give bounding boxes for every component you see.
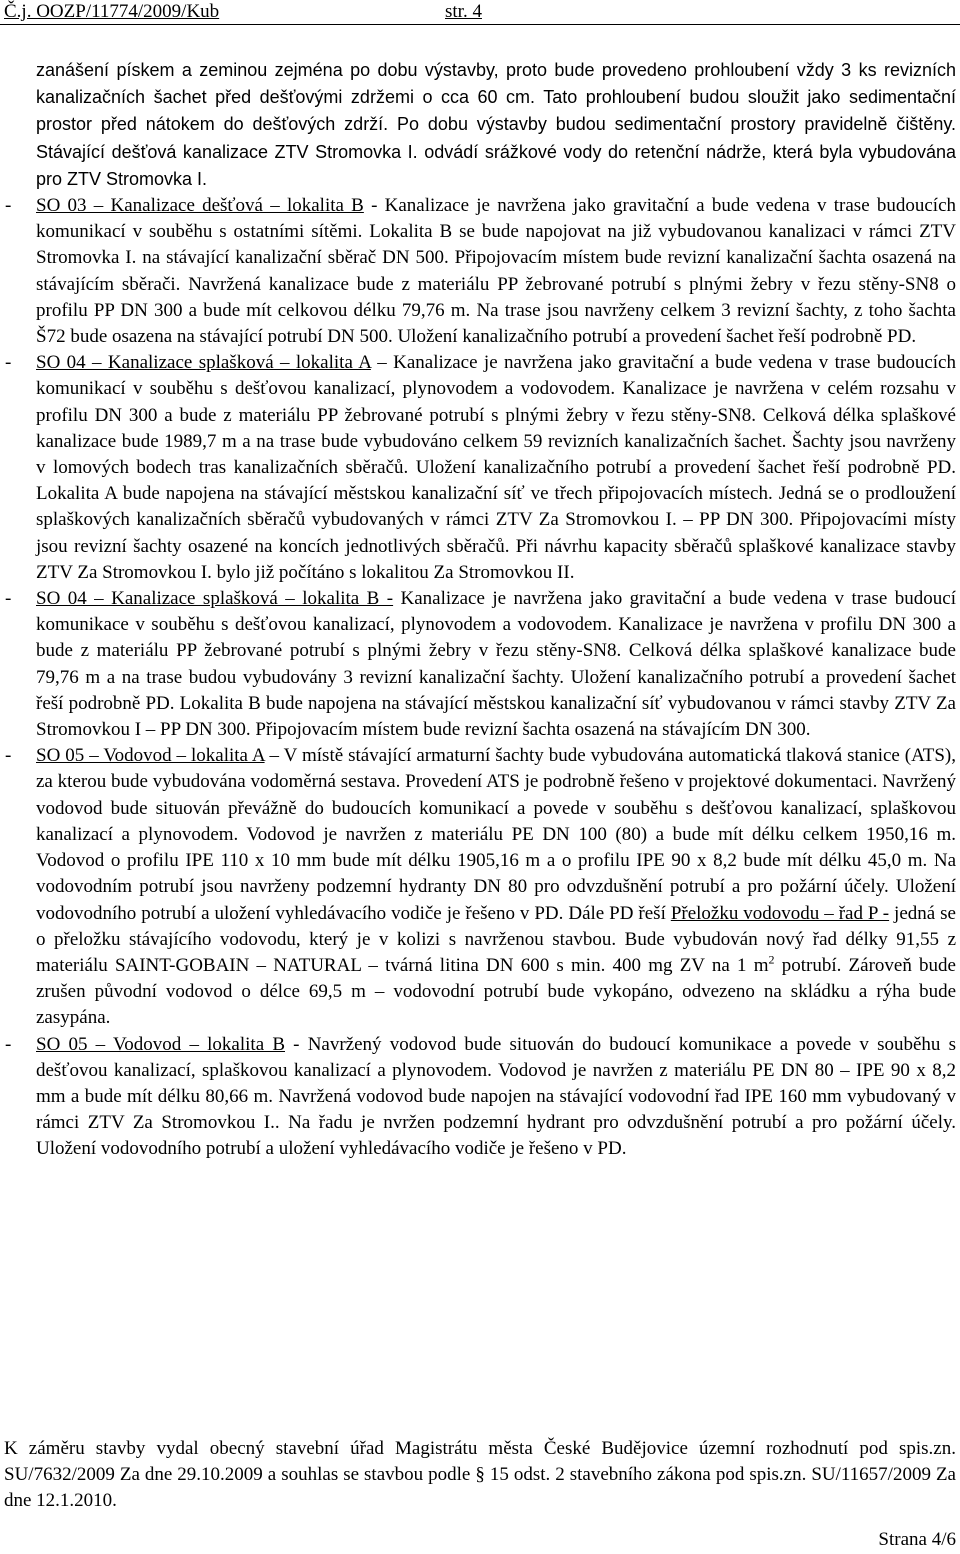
- section-so03: [5, 193, 957, 350]
- section-title: SO 03 – Kanalizace dešťová – lokalita B: [36, 195, 364, 217]
- list-dash: -: [5, 1033, 12, 1055]
- section-text-part3: potrubí. Zároveň bude zrušen původní vodovod o délce 69,5 m – vodovodní potrubí bude vykopáno, odvezeno na skládku a rýha bude zasypána.: [36, 954, 956, 1029]
- section-title: SO 05 – Vodovod – lokalita A: [36, 745, 265, 767]
- list-dash: -: [5, 588, 12, 610]
- section-so05b: [5, 1032, 956, 1163]
- intro-text-sans: zanášení pískem a zeminou zejména po dobu výstavby, proto bude provedeno prohloubení vždy 3 ks revizních kanalizačních šachet před dešťovými zdržemi o cca 60 cm. Tato prohloubení budou sloužit jako sedimentační prostor před nátokem do dešťových zdrží. Po dobu výstavby budou sedimentační prostory pravidelně čištěny.: [36, 60, 956, 135]
- section-so04b: [5, 586, 956, 743]
- intro-paragraph: [36, 57, 956, 193]
- list-dash: -: [5, 195, 12, 217]
- document-reference: Č.j. OOZP/11774/2009/Kub: [4, 1, 220, 22]
- relocation-title: Přeložku vodovodu – řad P -: [670, 902, 890, 924]
- section-so04a: [5, 350, 956, 586]
- header-page-reference: str. 4: [445, 1, 482, 22]
- superscript-2: 2: [768, 952, 775, 967]
- section-text-part1: – V místě stávající armaturní šachty bude vybudována automatická tlaková stanice (ATS), za kterou bude vybudována vodoměrná sestava. Provedení ATS je podrobně řešeno v projektové dokumentaci. Navržený vodovod bude situován převážně do budoucích komunikací a povede v souběhu s dešťovou kanalizací, splaškovou kanalizací a plynovodem. Vodovod je navržen z materiálu PE DN 100 (80) a bude mít délku celkem 1950,16 m. Vodovod o profilu IPE 110 x 10 mm bude mít délku 1905,16 m a o profilu IPE 90 x 8,2 bude mít délku 45,0 m. Na vodovodním potrubí jsou navrženy podzemní hydranty DN 80 pro odvzdušnění potrubí a pro požární účely. Uložení vodovodního potrubí a uložení vyhledávacího vodiče je řešeno v PD. Dále PD řeší: [36, 745, 956, 924]
- decision-paragraph: K záměru stavby vydal obecný stavební úřad Magistrátu města České Budějovice územní rozhodnutí pod spis.zn. SU/7632/2009 Za dne 29.10.2009 a souhlas se stavbou podle § 15 odst. 2 stavebního zákona pod spis.zn. SU/11657/2009 Za dne 12.1.2010.: [4, 1438, 956, 1512]
- section-text: Kanalizace je navržena jako gravitační a bude vedena v trase budoucí komunikace v souběhu s dešťovou kanalizací, plynovodem a vodovodem. Kanalizace je navržena v profilu DN 300 a bude z materiálu PP žebrované potrubí s plnými žebry v řezu stěny-SN8. Celková délka splaškové kanalizace bude 79,76 m a na trase budou vybudovány 3 revizní kanalizační šachty. Uložení kanalizačního potrubí a provedení šachet řeší podrobně PD. Lokalita B bude napojena na stávající městskou kanalizační síť vybudovanou v rámci stavby ZTV Za Stromovkou I – PP DN 300. Připojovacím místem bude revizní šachta osazená na stávajícím DN 300.: [36, 588, 956, 741]
- section-text: – Kanalizace je navržena jako gravitační a bude vedena v trase budoucích komunikací v souběhu s dešťovou kanalizací, plynovodem a vodovodem. Kanalizace je navržena v celém rozsahu v profilu DN 300 a bude z materiálu PP žebrované potrubí s plnými žebry v řezu stěny-SN8. Celková délka splaškové kanalizace bude 1989,7 m a na trase bude vybudováno celkem 59 revizních kanalizačních šachet. Šachty jsou navrženy v lomových bodech tras kanalizačních sběračů. Uložení kanalizačního potrubí a provedení šachet řeší podrobně PD. Lokalita A bude napojena na stávající městskou kanalizační síť ve třech připojovacích místech. Jedná se o prodloužení splaškových kanalizačních sběračů vybudovaných v rámci ZTV Za Stromovkou I. – PP DN 300. Připojovacími místy jsou revizní šachty osazené na koncích jednotlivých sběračů. Při návrhu kapacity sběračů splaškové kanalizace stavby ZTV Za Stromovkou I. bylo již počítáno s lokalitou Za Stromovkou II.: [36, 352, 956, 583]
- document-body: [5, 57, 957, 1163]
- section-title: SO 05 – Vodovod – lokalita B: [36, 1033, 285, 1055]
- section-so05a: [5, 743, 956, 1031]
- section-text-part2: jedná se o přeložku stávajícího vodovodu, který je v kolizi s navrženou stavbou. Bude vybudován nový řad délky 91,55 z materiálu SAINT-GOBAIN – NATURAL – tvárná litina DN 600 s min. 400 mg ZV na 1 m: [36, 902, 956, 976]
- section-title: SO 04 – Kanalizace splašková – lokalita A: [36, 352, 371, 374]
- list-dash: -: [5, 352, 12, 374]
- page-number: Strana 4/6: [878, 1529, 956, 1550]
- list-dash: -: [5, 745, 12, 767]
- intro-text-existing: Stávající dešťová kanalizace ZTV Stromovka I. odvádí srážkové vody do retenční nádrže, která byla vybudována pro ZTV Stromovka I.: [36, 141, 956, 189]
- section-text: - Navržený vodovod bude situován do budoucí komunikace a povede v souběhu s dešťovou kanalizací, splaškovou kanalizací a plynovodem. Vodovod je navržen z materiálu PE DN 80 – IPE 90 x 8,2 mm a bude mít délku 80,66 m. Navržená vodovod bude napojen na stávající vodovodní řad IPE 160 mm vybudovaný v rámci ZTV Za Stromovkou I.. Na řadu je nvržen podzemní hydrant pro odvzdušnění potrubí a pro požární účely. Uložení vodovodního potrubí a uložení vyhledávacího vodiče je řešeno v PD.: [36, 1033, 956, 1160]
- page-header: [0, 0, 960, 25]
- section-title: SO 04 – Kanalizace splašková – lokalita B -: [36, 588, 394, 610]
- section-text: - Kanalizace je navržena jako gravitační a bude vedena v trase budoucích komunikací v souběhu s ostatními sítěmi. Lokalita B se bude napojovat na již vybudovanou kanalizaci v rámci ZTV Stromovka I. na stávající kanalizační sběrač DN 500. Připojovacím místem bude revizní kanalizační šachta osazená na stávajícím sběrači. Navržená kanalizace bude z materiálu PP žebrované potrubí s plnými žebry v řezu stěny-SN8 o profilu PP DN 300 a bude mít celkovou délku 79,76 m. Na trase jsou navrženy celkem 3 revizní šachty, z toho šachta Š72 bude osazena na stávající potrubí DN 500. Uložení kanalizačního potrubí a provedení šachet řeší podrobně PD.: [36, 195, 957, 348]
